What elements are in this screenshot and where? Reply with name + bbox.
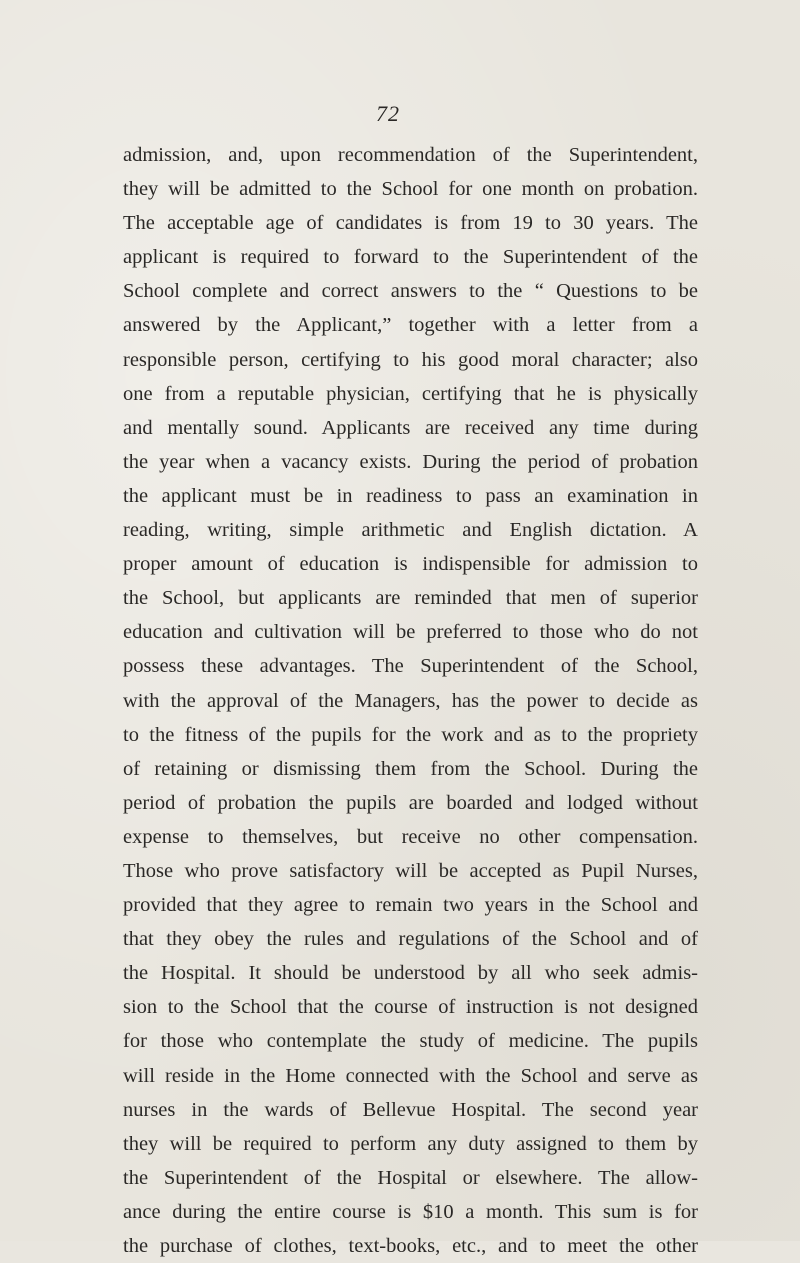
text-line: sion to the School that the course of instruction is not designed xyxy=(123,996,698,1019)
text-line: School complete and correct answers to the “ Questions to be xyxy=(123,280,698,303)
text-line: they will be required to perform any duty assigned to them by xyxy=(123,1132,698,1155)
text-line: period of probation the pupils are boarded and lodged without xyxy=(123,791,698,814)
text-line: the applicant must be in readiness to pass an examination in xyxy=(123,484,698,507)
text-line: the purchase of clothes, text-books, etc., and to meet the other xyxy=(123,1235,698,1257)
text-line: provided that they agree to remain two years in the School and xyxy=(123,894,698,917)
text-line: admission, and, upon recommendation of the Superintendent, xyxy=(123,144,698,166)
body-text xyxy=(123,138,698,1263)
text-line: they will be admitted to the School for one month on probation. xyxy=(123,178,698,201)
text-line: the Hospital. It should be understood by all who seek admis- xyxy=(123,962,698,985)
text-line: education and cultivation will be preferred to those who do not xyxy=(123,621,698,644)
page-number: 72 xyxy=(376,101,400,126)
text-line: Those who prove satisfactory will be accepted as Pupil Nurses, xyxy=(123,859,698,882)
text-line: reading, writing, simple arithmetic and English dictation. A xyxy=(123,519,698,542)
text-line: for those who contemplate the study of medicine. The pupils xyxy=(123,1030,698,1053)
text-line: applicant is required to forward to the Superintendent of the xyxy=(123,246,698,269)
text-line: that they obey the rules and regulations of the School and of xyxy=(123,928,698,951)
text-line: the year when a vacancy exists. During the period of probation xyxy=(123,450,698,473)
text-line: one from a reputable physician, certifying that he is physically xyxy=(123,382,698,405)
text-line: possess these advantages. The Superintendent of the School, xyxy=(123,655,698,678)
text-line: responsible person, certifying to his good moral character; also xyxy=(123,348,698,371)
text-line: the Superintendent of the Hospital or elsewhere. The allow- xyxy=(123,1166,698,1189)
text-line: with the approval of the Managers, has the power to decide as xyxy=(123,689,698,712)
text-line: ance during the entire course is $10 a month. This sum is for xyxy=(123,1200,698,1223)
text-line: will reside in the Home connected with the School and serve as xyxy=(123,1064,698,1087)
text-line: and mentally sound. Applicants are received any time during xyxy=(123,416,698,439)
text-line: the School, but applicants are reminded that men of superior xyxy=(123,587,698,610)
text-line: The acceptable age of candidates is from 19 to 30 years. The xyxy=(123,212,698,235)
text-line: answered by the Applicant,” together with a letter from a xyxy=(123,314,698,337)
text-line: to the fitness of the pupils for the work and as to the propriety xyxy=(123,723,698,746)
text-line: of retaining or dismissing them from the School. During the xyxy=(123,757,698,780)
text-line: nurses in the wards of Bellevue Hospital. The second year xyxy=(123,1098,698,1121)
text-line: expense to themselves, but receive no other compensation. xyxy=(123,825,698,848)
text-line: proper amount of education is indispensible for admission to xyxy=(123,553,698,576)
